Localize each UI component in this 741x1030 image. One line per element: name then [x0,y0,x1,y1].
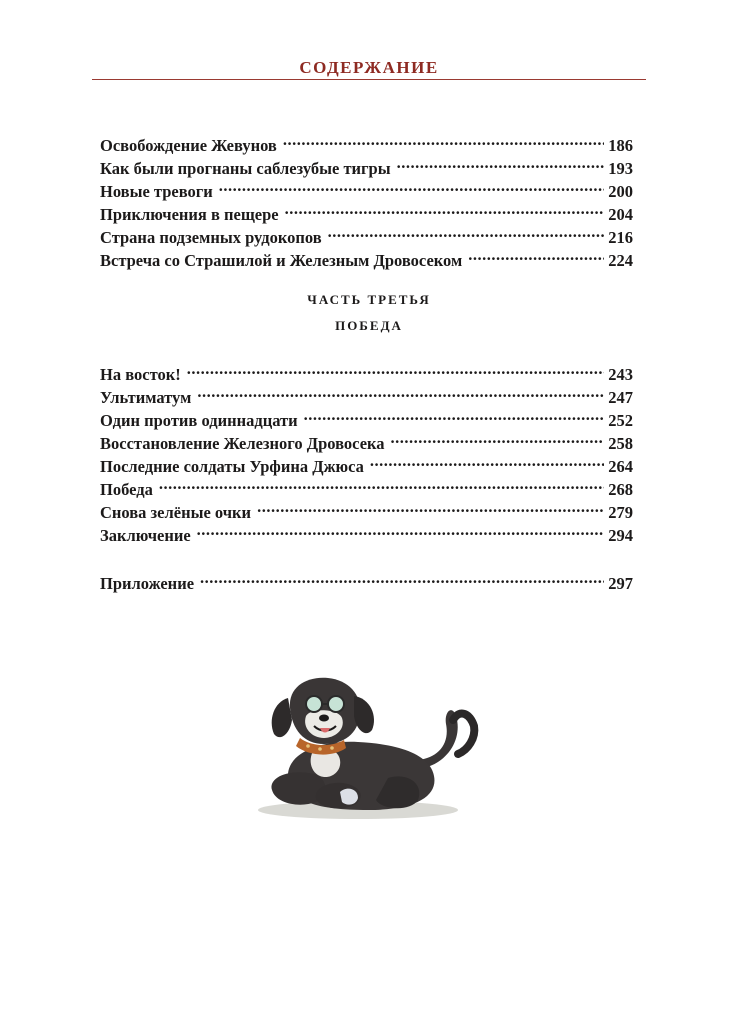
dog-illustration-icon [248,668,488,828]
toc-entry-title: Новые тревоги [100,182,213,201]
toc-entry-title: Последние солдаты Урфина Джюса [100,457,364,476]
toc-entry-title: Как были прогнаны саблезубые тигры [100,159,391,178]
toc-entry-title: Приключения в пещере [100,205,279,224]
page-title: СОДЕРЖАНИЕ [299,58,439,77]
toc-entry-title: На восток! [100,365,181,384]
dot-leader [328,220,605,243]
toc-entry[interactable] [100,472,633,499]
toc-entry-title: Освобождение Жевунов [100,136,277,155]
dot-leader [468,243,604,266]
toc-entry-page: 294 [608,526,633,545]
part-title: ПОБЕДА [335,318,403,333]
toc-entry-page: 279 [608,503,633,522]
dot-leader [197,518,605,541]
dot-leader [397,151,605,174]
toc-entry-title: Один против одиннадцати [100,411,298,430]
dot-leader [391,426,605,449]
toc-entry-page: 224 [608,251,633,270]
header-divider [92,79,646,80]
toc-entry-page: 258 [608,434,633,453]
dot-leader [197,380,604,403]
toc-entry[interactable] [100,566,633,593]
toc-entry-title: Страна подземных рудокопов [100,228,322,247]
toc-section-appendix [100,566,633,593]
toc-entry-title: Победа [100,480,153,499]
toc-entry-page: 186 [608,136,633,155]
toc-entry-page: 297 [608,574,633,593]
toc-entry-page: 264 [608,457,633,476]
toc-entry-page: 243 [608,365,633,384]
toc-entry-page: 252 [608,411,633,430]
dot-leader [257,495,604,518]
toc-entry[interactable] [100,495,633,522]
part-label: ЧАСТЬ ТРЕТЬЯ [307,292,431,307]
toc-entry-page: 204 [608,205,633,224]
toc-entry-title: Встреча со Страшилой и Железным Дровосеком [100,251,463,270]
toc-section-part-two [100,128,633,270]
dot-leader [159,472,604,495]
toc-entry-title: Заключение [100,526,191,545]
toc-entry-page: 216 [608,228,633,247]
dot-leader [187,357,605,380]
toc-entry-page: 268 [608,480,633,499]
toc-entry-page: 247 [608,388,633,407]
toc-entry-page: 200 [608,182,633,201]
toc-entry-title: Ультиматум [100,388,192,407]
toc-entry[interactable] [100,357,633,384]
dot-leader [304,403,605,426]
toc-entry-title: Снова зелёные очки [100,503,252,522]
dot-leader [219,174,604,197]
toc-entry-title: Восстановление Железного Дровосека [100,434,385,453]
dot-leader [285,197,605,220]
toc-entry[interactable] [100,128,633,155]
dot-leader [200,566,604,589]
toc-entry-page: 193 [608,159,633,178]
dot-leader [283,128,604,151]
toc-entry-title: Приложение [100,574,195,593]
dot-leader [370,449,604,472]
toc-section-part-three [100,357,633,545]
